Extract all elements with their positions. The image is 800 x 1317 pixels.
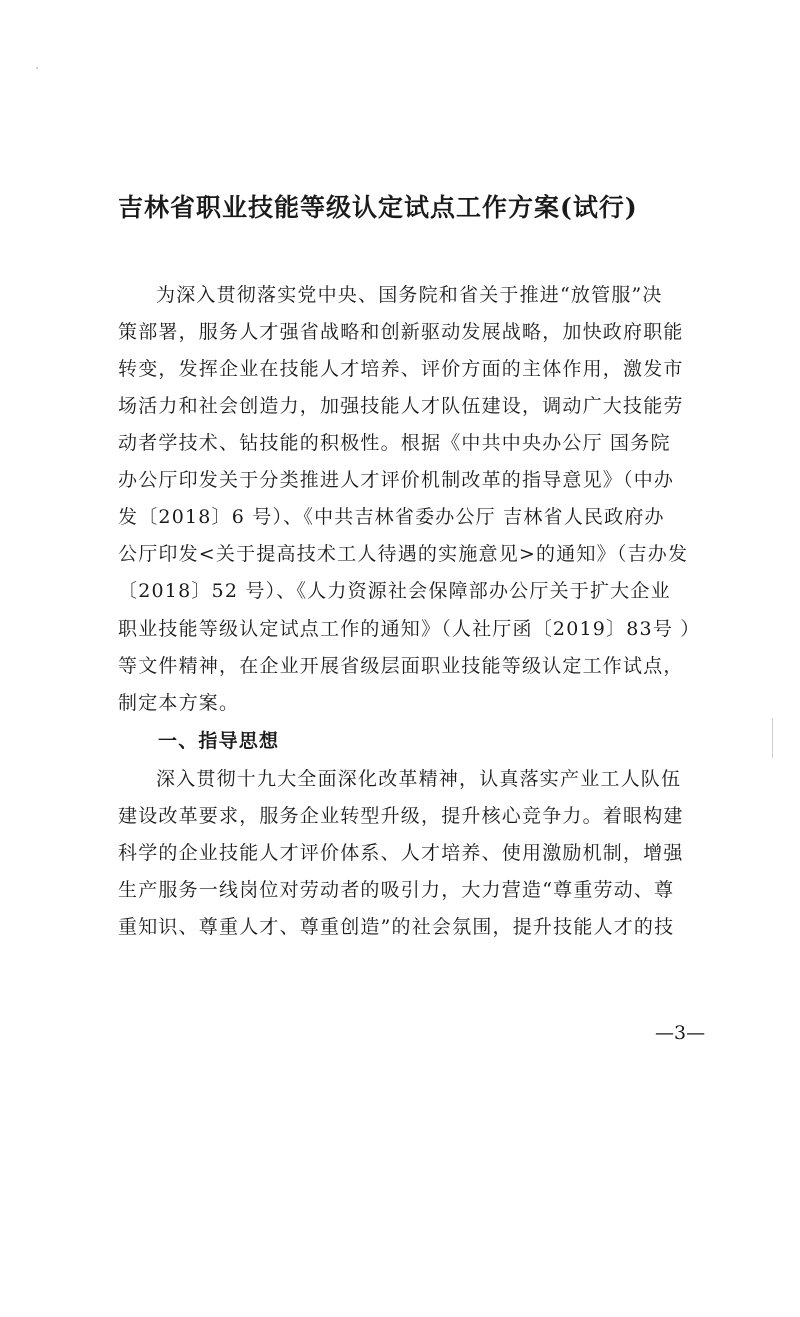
paragraph-line: 〔2018〕52 号）、《人力资源社会保障部办公厅关于扩大企业 [118,580,671,602]
scan-mark [772,718,773,758]
paragraph-line: 制定本方案。 [118,692,240,714]
paragraph-line: 动者学技术、钻技能的积极性。根据《中共中央办公厅 国务院 [118,432,671,454]
paragraph-line: 重知识、尊重人才、尊重创造”的社会氛围，提升技能人才的技 [118,916,675,938]
paragraph-line: 公厅印发<关于提高技术工人待遇的实施意见>的通知》（吉办发 [118,543,689,565]
page-number: —3— [655,1022,706,1044]
paragraph-line: 转变，发挥企业在技能人才培养、评价方面的主体作用，激发市 [118,358,684,380]
paragraph-line: 策部署，服务人才强省战略和创新驱动发展战略，加快政府职能 [118,321,684,343]
paragraph-line: 职业技能等级认定试点工作的通知》（人社厅函〔2019〕83号 ） [118,618,701,640]
section-heading: 一、指导思想 [158,730,280,752]
paragraph-line: 深入贯彻十九大全面深化改革精神，认真落实产业工人队伍 [156,768,682,790]
paragraph-line: 等文件精神，在企业开展省级层面职业技能等级认定工作试点， [118,655,684,677]
paragraph-line: 生产服务一线岗位对劳动者的吸引力，大力营造“尊重劳动、尊 [118,879,675,901]
paragraph-line: 发〔2018〕6 号）、《中共吉林省委办公厅 吉林省人民政府办 [118,506,665,528]
paragraph-line: 为深入贯彻落实党中央、国务院和省关于推进“放管服”决 [156,284,663,306]
scan-mark [36,67,38,69]
paragraph-line: 场活力和社会创造力，加强技能人才队伍建设，调动广大技能劳 [118,395,684,417]
paragraph-line: 科学的企业技能人才评价体系、人才培养、使用激励机制，增强 [118,842,684,864]
paragraph-line: 办公厅印发关于分类推进人才评价机制改革的指导意见》（中办 [118,469,675,491]
document-title: 吉林省职业技能等级认定试点工作方案(试行) [118,193,638,222]
paragraph-line: 建设改革要求，服务企业转型升级，提升核心竞争力。着眼构建 [118,805,684,827]
